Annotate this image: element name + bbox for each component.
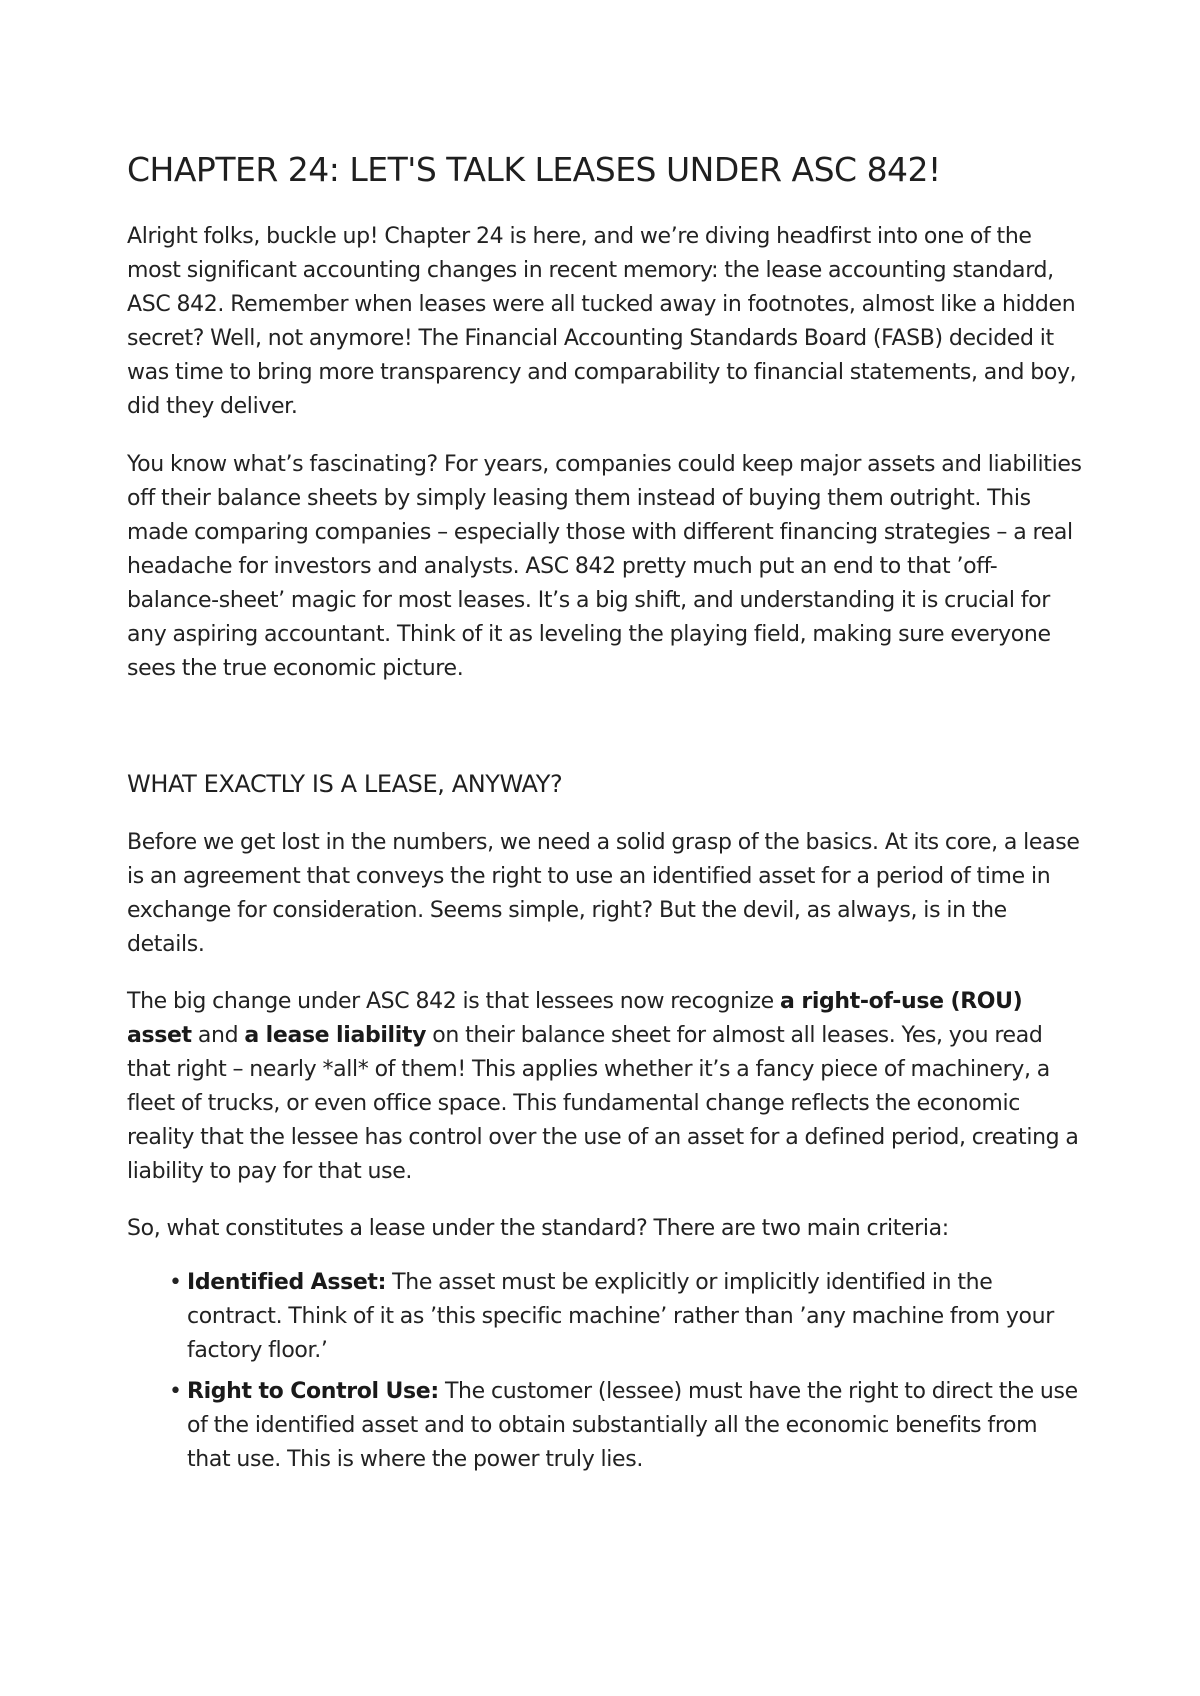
big-change-text-2: and (191, 1023, 245, 1048)
criteria-text: The asset must be explicitly or implicitly identified in the contract. Think of it as ’this specific machine’ rather than ’any machine from your factory floor.’ (187, 1270, 1054, 1363)
intro-paragraph-2: You know what’s fascinating? For years, companies could keep major assets and liabilities off their balance sheets by simply leasing them instead of buying them outright. This made comparing companies – especially those with different financing strategies – a real headache for investors and analysts. ASC 842 pretty much put an end to that ’off-balance-sheet’ magic for most leases. It’s a big shift, and understanding it is crucial for any aspiring accountant. Think of it as leveling the playing field, making sure everyone sees the true economic picture. (127, 452, 1082, 681)
chapter-title: CHAPTER 24: LET'S TALK LEASES UNDER ASC 842! (127, 150, 941, 189)
list-item (169, 1266, 1082, 1368)
rou-asset-term: a right-of-use (ROU) asset (127, 989, 1023, 1048)
list-item (169, 1375, 1082, 1477)
lease-definition-paragraph: Before we get lost in the numbers, we need a solid grasp of the basics. At its core, a lease is an agreement that conveys the right to use an identified asset for a period of time in exchange for consideration. Seems simple, right? But the devil, as always, is in the details. (127, 830, 1080, 957)
big-change-text-3: on their balance sheet for almost all leases. Yes, you read that right – nearly *all* of them! This applies whether it’s a fancy piece of machinery, a fleet of trucks, or even office space. This fundamental change reflects the economic reality that the lessee has control over the use of an asset for a defined period, creating a liability to pay for that use. (127, 1023, 1079, 1184)
criteria-list (127, 1266, 1082, 1477)
criteria-text: The customer (lessee) must have the right to direct the use of the identified asset and to obtain substantially all the economic benefits from that use. This is where the power truly lies. (187, 1379, 1078, 1472)
criteria-label: Right to Control Use: (187, 1379, 439, 1404)
intro-paragraph-1: Alright folks, buckle up! Chapter 24 is here, and we’re diving headfirst into one of the most significant accounting changes in recent memory: the lease accounting standard, ASC 842. Remember when leases were all tucked away in footnotes, almost like a hidden secret? Well, not anymore! The Financial Accounting Standards Board (FASB) decided it was time to bring more transparency and comparability to financial statements, and boy, did they deliver. (127, 224, 1077, 419)
big-change-text-1: The big change under ASC 842 is that lessees now recognize (127, 989, 781, 1014)
lease-liability-term: a lease liability (244, 1023, 427, 1048)
big-change-paragraph (127, 985, 1082, 1189)
bullet-icon: • (169, 1270, 182, 1295)
section-heading: WHAT EXACTLY IS A LEASE, ANYWAY? (127, 770, 563, 798)
bullet-icon: • (169, 1379, 182, 1404)
criteria-intro-paragraph: So, what constitutes a lease under the standard? There are two main criteria: (127, 1216, 949, 1241)
criteria-label: Identified Asset: (187, 1270, 387, 1295)
